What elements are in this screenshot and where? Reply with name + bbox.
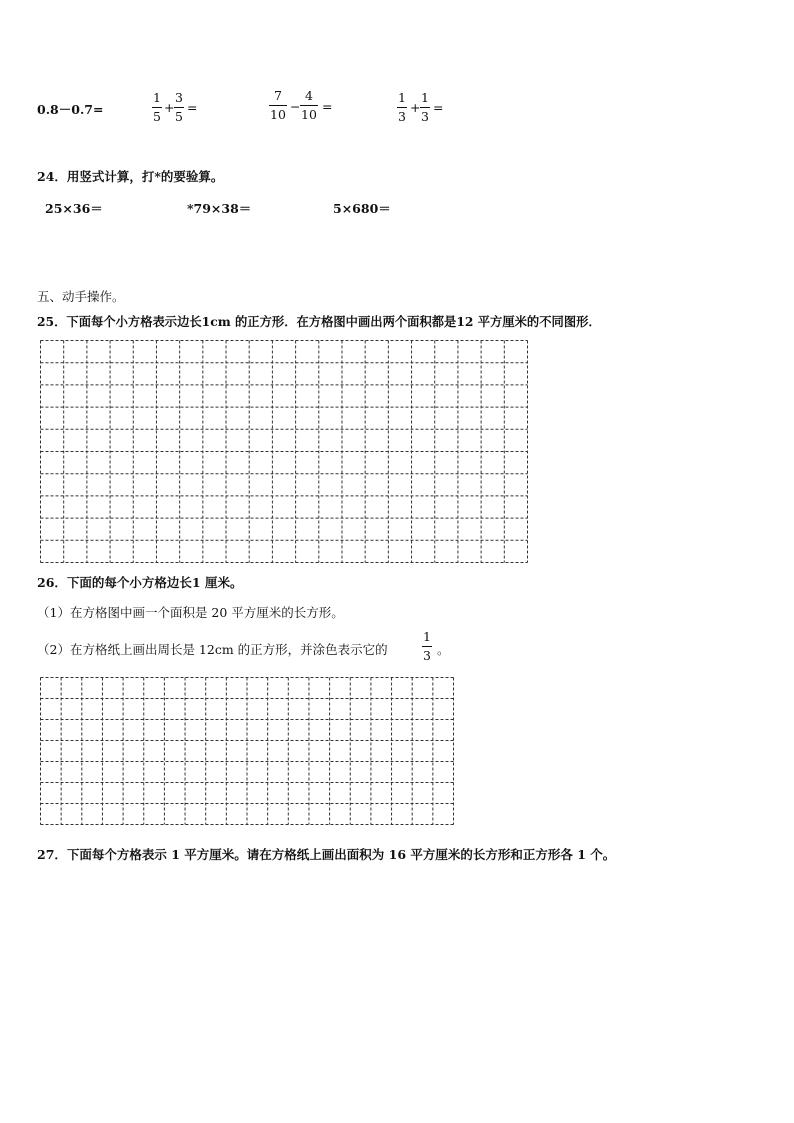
q26-grid[interactable] [40, 677, 454, 825]
q24-item-2: *79×38＝ [187, 201, 252, 216]
q24-item-3: 5×680＝ [333, 201, 391, 216]
q26-title: 26．下面的每个小方格边长1 厘米。 [37, 575, 243, 590]
q24-item-1: 25×36＝ [45, 201, 103, 216]
grid-paper[interactable] [40, 340, 528, 563]
fraction: 4 10 [301, 88, 317, 122]
fraction: 7 10 [270, 88, 286, 122]
section-title: 五、动手操作。 [37, 289, 125, 304]
fraction: 1 3 [421, 90, 429, 124]
grid-paper[interactable] [40, 677, 454, 825]
fraction: 1 5 [153, 90, 161, 124]
q25-title: 25．下面每个小方格表示边长1cm 的正方形．在方格图中画出两个面积都是12 平方厘米的不同图形． [37, 314, 601, 329]
q23-expr-decimal: 0.8－0.7= [37, 102, 104, 117]
q27-title: 27．下面每个方格表示 1 平方厘米。请在方格纸上画出面积为 16 平方厘米的长方形和正方形各 1 个。 [37, 847, 616, 862]
q26-sub2-fraction: 1 3 [423, 629, 431, 663]
q24-title: 24．用竖式计算，打*的要验算。 [37, 169, 224, 184]
fraction: 3 5 [175, 90, 183, 124]
q26-sub2-end: 。 [437, 642, 450, 657]
fraction: 1 3 [398, 90, 406, 124]
q25-grid[interactable] [40, 340, 528, 563]
q26-sub2: （2）在方格纸上画出周长是 12cm 的正方形，并涂色表示它的 [37, 642, 388, 657]
q26-sub1: （1）在方格图中画一个面积是 20 平方厘米的长方形。 [37, 605, 344, 620]
